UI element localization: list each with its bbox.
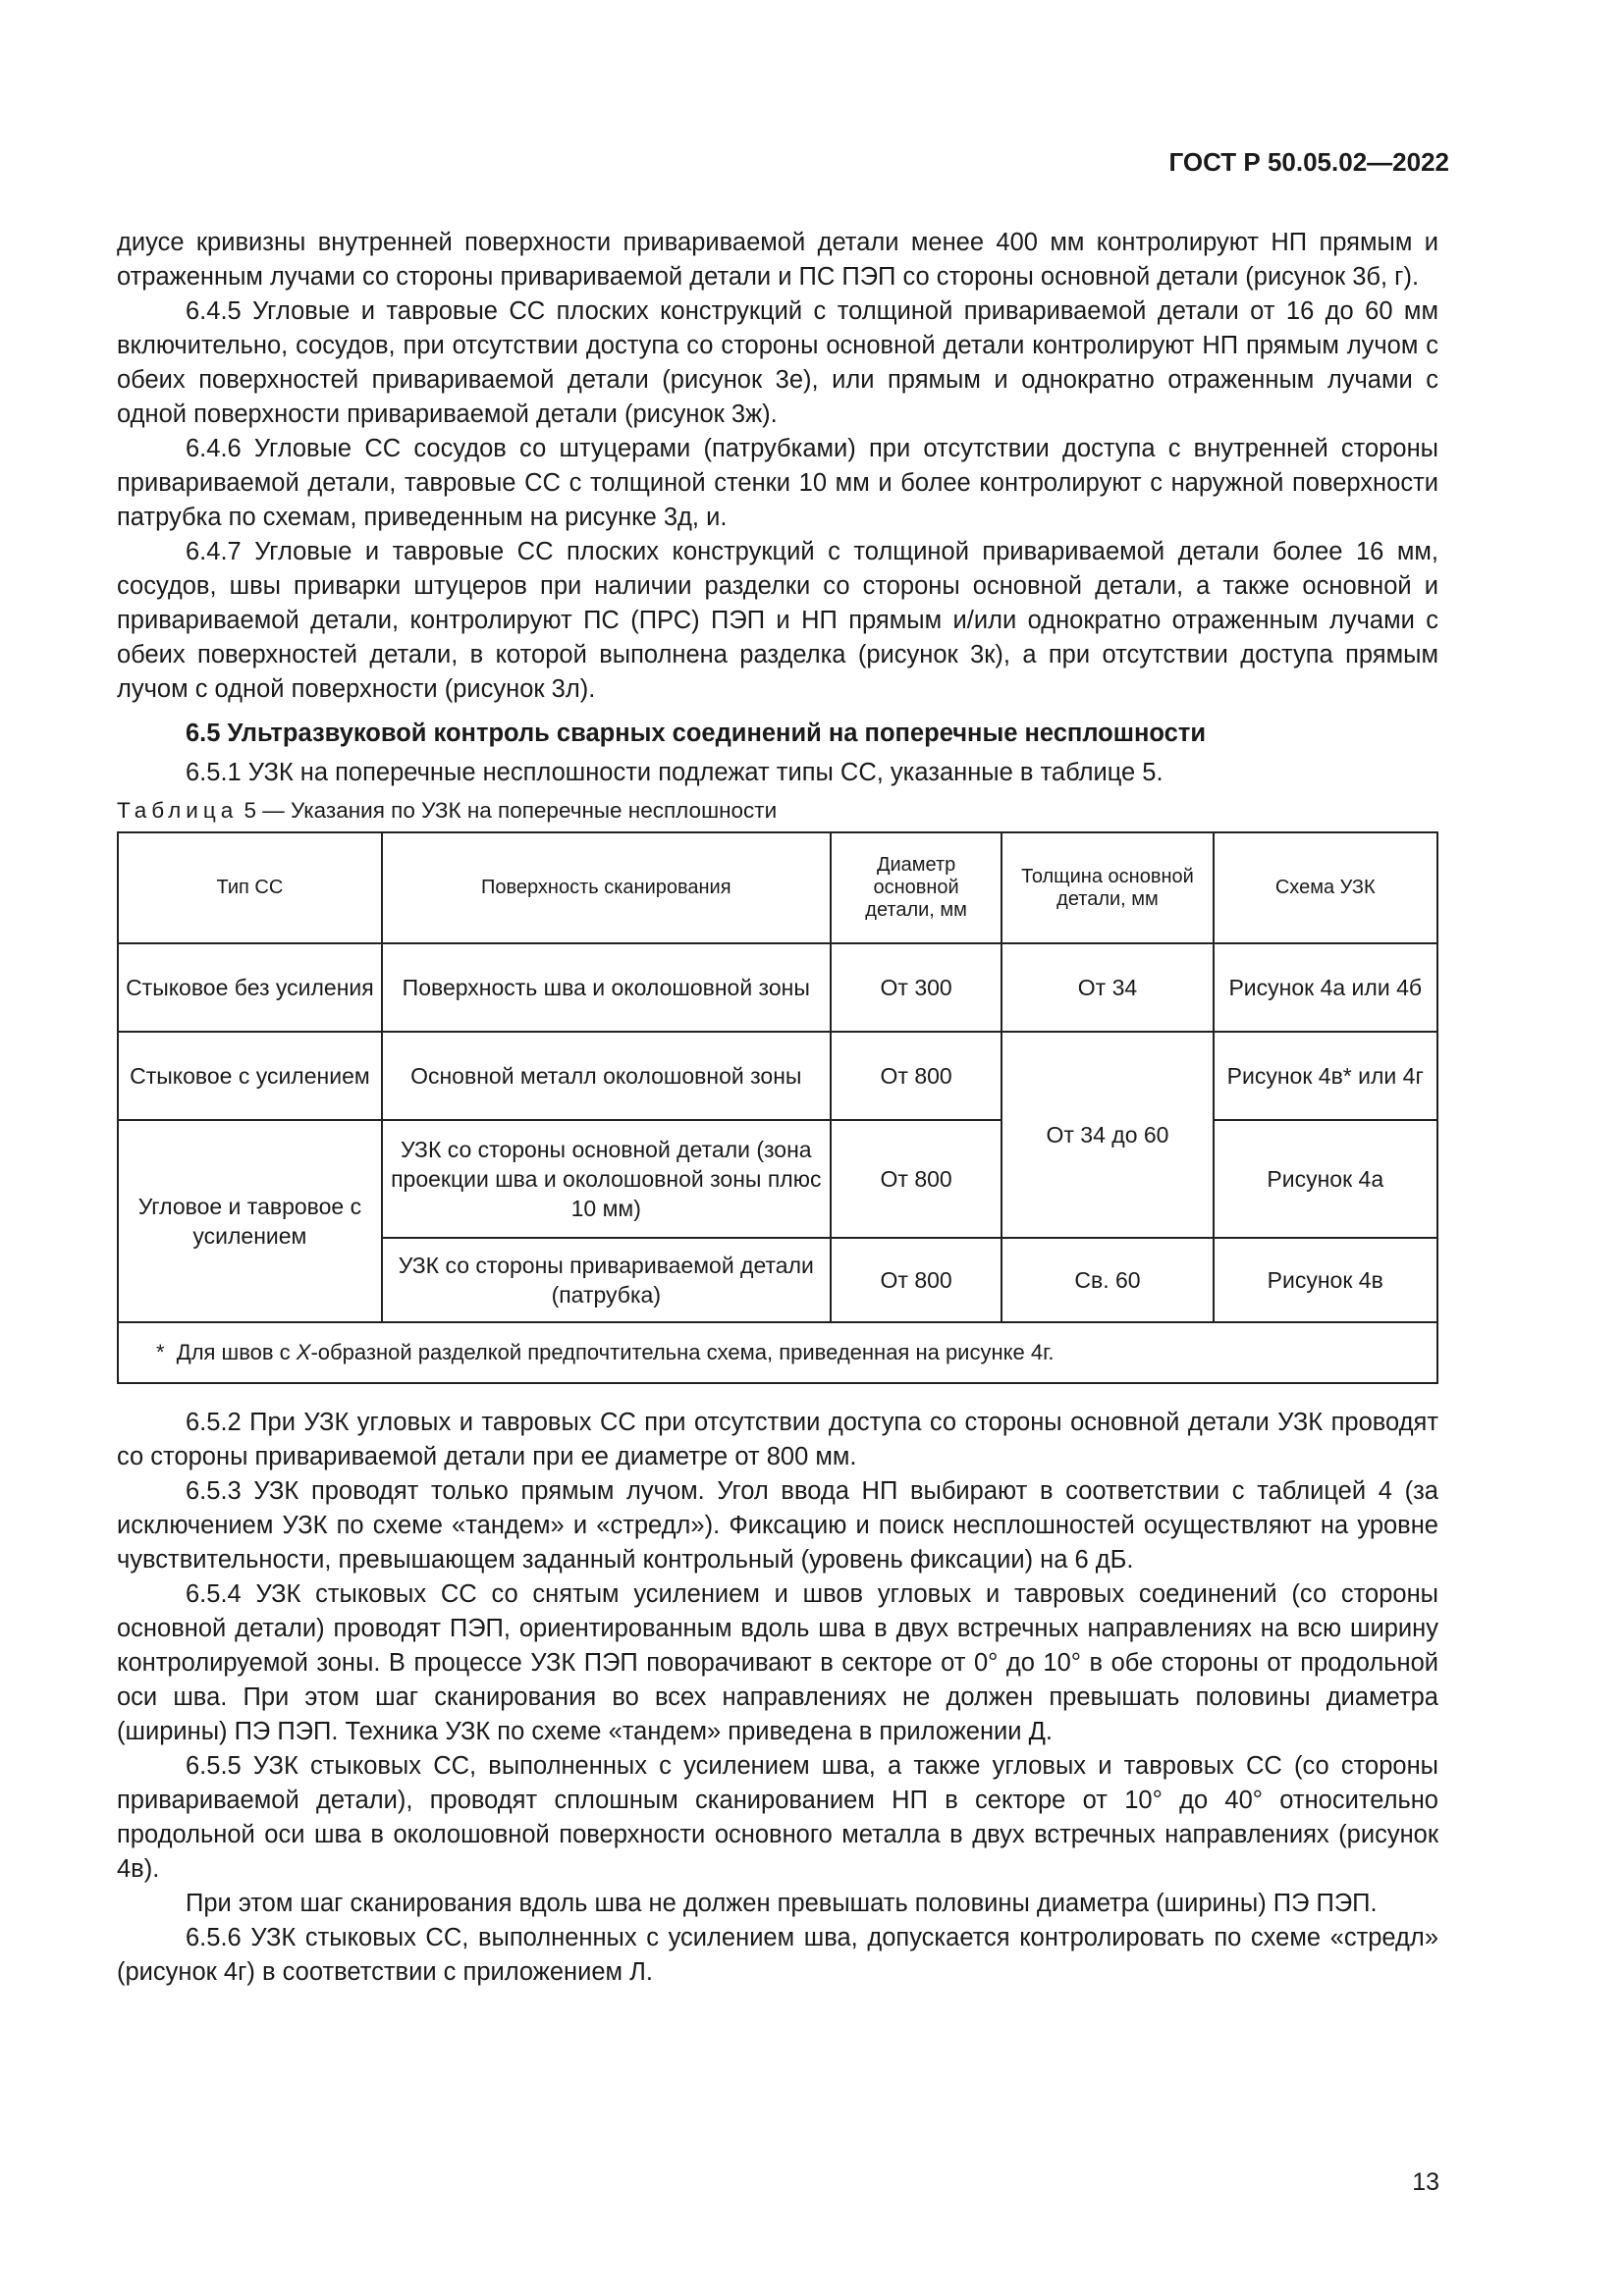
cell-diameter: От 300 xyxy=(831,943,1002,1032)
paragraph-6-4-6: 6.4.6 Угловые СС сосудов со штуцерами (патрубками) при отсутствии доступа с внутренней стороны привариваемой детали, тавровые СС с толщиной стенки 10 мм и более контролируют с наружной поверхности патрубка по схемам, приведенным на рисунке 3д, и. xyxy=(117,435,1438,531)
paragraph-6-5-6: 6.5.6 УЗК стыковых СС, выполненных с усилением шва, допускается контролировать по схеме «стредл» (рисунок 4г) в соответствии с приложением Л. xyxy=(117,1924,1438,1986)
header-type: Тип СС xyxy=(118,832,382,943)
paragraph-6-4-5: 6.4.5 Угловые и тавровые СС плоских конструкций с толщиной привариваемой детали от 16 до 60 мм включительно, сосудов, при отсутствии доступа со стороны основной детали контролируют НП прямым лучом с обеих поверхностей привариваемой детали (рисунок 3е), или прямым и однократно отраженным лучами с одной поверхности привариваемой детали (рисунок 3ж). xyxy=(117,297,1438,428)
table-5 xyxy=(117,831,1438,1384)
cell-scheme: Рисунок 4в xyxy=(1214,1238,1438,1322)
table-footnote-row xyxy=(118,1322,1437,1383)
cell-diameter: От 800 xyxy=(831,1238,1002,1322)
cell-scheme: Рисунок 4а или 4б xyxy=(1214,943,1438,1032)
cell-diameter: От 800 xyxy=(831,1120,1002,1238)
cell-type: Угловое и тавровое с усилением xyxy=(118,1120,382,1322)
cell-thickness: Св. 60 xyxy=(1001,1238,1213,1322)
cell-surface: УЗК со стороны основной детали (зона проекции шва и околошовной зоны плюс 10 мм) xyxy=(382,1120,831,1238)
header-diameter: Диаметр основной детали, мм xyxy=(831,832,1002,943)
cell-scheme: Рисунок 4а xyxy=(1214,1120,1438,1238)
table-caption xyxy=(117,796,1438,826)
document-header: ГОСТ Р 50.05.02—2022 xyxy=(1168,147,1449,177)
cell-type: Стыковое с усилением xyxy=(118,1032,382,1120)
table-row xyxy=(118,1120,1437,1238)
table-row xyxy=(118,943,1437,1032)
paragraph-6-4-7: 6.4.7 Угловые и тавровые СС плоских конструкций с толщиной привариваемой детали более 16 мм, сосудов, швы приварки штуцеров при наличии разделки со стороны основной детали, а также основной и привариваемой детали, контролируют ПС (ПРС) ПЭП и НП прямым и/или однократно отраженным лучами с обеих поверхностей детали, в которой выполнена разделка (рисунок 3к), а при отсутствии доступа прямым лучом с одной поверхности (рисунок 3л). xyxy=(117,538,1438,703)
cell-surface: Поверхность шва и околошовной зоны xyxy=(382,943,831,1032)
paragraph-6-5-2: 6.5.2 При УЗК угловых и тавровых СС при отсутствии доступа со стороны основной детали УЗК проводят со стороны привариваемой детали при ее диаметре от 800 мм. xyxy=(117,1409,1438,1470)
header-thickness: Толщина основной детали, мм xyxy=(1001,832,1213,943)
paragraph-6-5-5: 6.5.5 УЗК стыковых СС, выполненных с усилением шва, а также угловых и тавровых СС (со стороны привариваемой детали), проводят сплошным сканированием НП в секторе от 10° до 40° относительно продольной оси шва в околошовной поверхности основного металла в двух встречных направлениях (рисунок 4в). xyxy=(117,1752,1438,1883)
paragraph-6-5-5-cont: При этом шаг сканирования вдоль шва не должен превышать половины диаметра (ширины) ПЭ ПЭП. xyxy=(186,1890,1378,1917)
cell-thickness: От 34 xyxy=(1001,943,1213,1032)
footnote-text-pre: Для швов с xyxy=(176,1340,297,1364)
header-scheme: Схема УЗК xyxy=(1214,832,1438,943)
table-footnote xyxy=(118,1322,1437,1383)
table-caption-word: Таблица xyxy=(117,798,239,823)
table-header-row xyxy=(118,832,1437,943)
section-heading: 6.5 Ультразвуковой контроль сварных соединений на поперечные несплошности xyxy=(186,720,1207,747)
cell-type: Стыковое без усиления xyxy=(118,943,382,1032)
paragraph-continuation: диусе кривизны внутренней поверхности привариваемой детали менее 400 мм контролируют НП прямым и отраженным лучами со стороны привариваемой детали и ПС ПЭП со стороны основной детали (рисунок 3б, г). xyxy=(117,229,1438,291)
table-row xyxy=(118,1032,1437,1120)
cell-surface: Основной металл околошовной зоны xyxy=(382,1032,831,1120)
cell-diameter: От 800 xyxy=(831,1032,1002,1120)
document-body xyxy=(117,226,1438,1990)
cell-scheme: Рисунок 4в* или 4г xyxy=(1214,1032,1438,1120)
header-surface: Поверхность сканирования xyxy=(382,832,831,943)
cell-thickness: От 34 до 60 xyxy=(1001,1032,1213,1238)
table-caption-text: 5 — Указания по УЗК на поперечные несплошности xyxy=(244,798,778,823)
paragraph-6-5-4: 6.5.4 УЗК стыковых СС со снятым усилением и швов угловых и тавровых соединений (со стороны основной детали) проводят ПЭП, ориентированным вдоль шва в двух встречных направлениях на всю ширину контролируемой зоны. В процессе УЗК ПЭП поворачивают в секторе от 0° до 10° в обе стороны от продольной оси шва. При этом шаг сканирования во всех направлениях не должен превышать половины диаметра (ширины) ПЭ ПЭП. Техника УЗК по схеме «тандем» приведена в приложении Д. xyxy=(117,1580,1438,1745)
footnote-italic: X xyxy=(296,1340,311,1364)
cell-surface: УЗК со стороны привариваемой детали (патрубка) xyxy=(382,1238,831,1322)
footnote-text-post: -образной разделкой предпочтительна схема, приведенная на рисунке 4г. xyxy=(310,1340,1055,1364)
footnote-mark: * xyxy=(156,1340,165,1364)
paragraph-6-5-3: 6.5.3 УЗК проводят только прямым лучом. Угол ввода НП выбирают в соответствии с таблицей 4 (за исключением УЗК по схеме «тандем» и «стредл»). Фиксацию и поиск несплошностей осуществляют на уровне чувствительности, превышающем заданный контрольный (уровень фиксации) на 6 дБ. xyxy=(117,1477,1438,1574)
paragraphs-after-table xyxy=(117,1406,1438,1990)
page-number: 13 xyxy=(1412,2168,1439,2196)
paragraph-6-5-1: 6.5.1 УЗК на поперечные несплошности подлежат типы СС, указанные в таблице 5. xyxy=(186,759,1164,786)
